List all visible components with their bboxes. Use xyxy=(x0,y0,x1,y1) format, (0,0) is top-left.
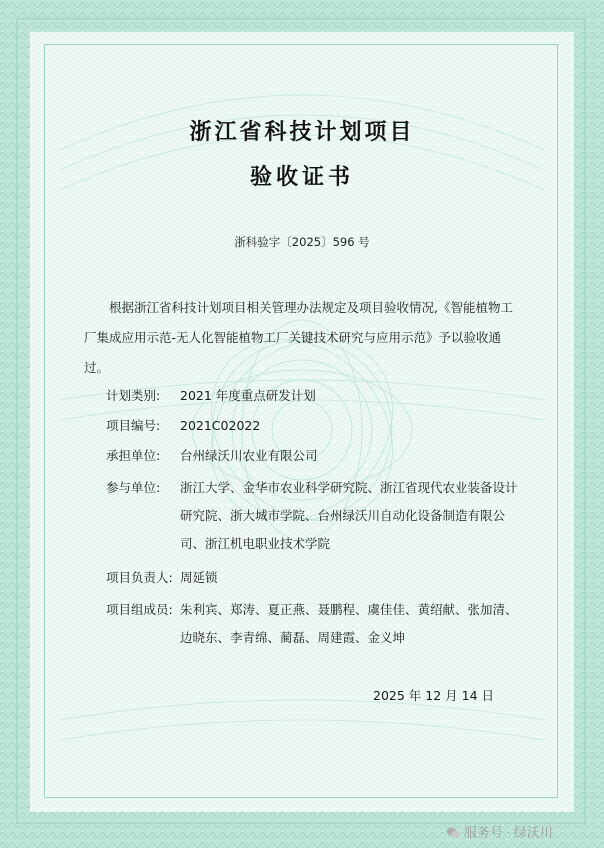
field-label: 计划类别: xyxy=(106,388,161,403)
watermark-text: 服务号 · 绿沃川 xyxy=(464,825,553,840)
issue-date: 2025 年 12 月 14 日 xyxy=(373,688,494,703)
field-value: 2021C02022 xyxy=(180,418,261,433)
intro-paragraph: 根据浙江省科技计划项目相关管理办法规定及项目验收情况,《智能植物工厂集成应用示范-无人化智能植物工厂关键技术研究与应用示范》予以验收通过。 xyxy=(84,300,513,375)
wechat-icon xyxy=(446,827,460,838)
document-number: 浙科验字〔2025〕596 号 xyxy=(234,235,370,249)
certificate-subtitle: 验收证书 xyxy=(249,165,354,190)
field-label: 项目编号: xyxy=(106,418,161,433)
certificate-title: 浙江省科技计划项目 xyxy=(189,120,415,145)
field-label: 参与单位: xyxy=(106,480,161,495)
field-value: 2021 年度重点研发计划 xyxy=(180,388,316,403)
field-value: 朱利宾、郑涛、夏正燕、聂鹏程、虞佳佳、黄绍献、张加清、边晓东、李青绵、蔺磊、周建霞、金义坤 xyxy=(180,602,518,645)
field-label: 项目负责人: xyxy=(106,570,173,585)
field-label: 承担单位: xyxy=(106,448,161,463)
field-label: 项目组成员: xyxy=(106,602,173,617)
field-value: 周延锁 xyxy=(180,570,218,585)
field-value: 台州绿沃川农业有限公司 xyxy=(180,448,318,463)
field-value: 浙江大学、金华市农业科学研究院、浙江省现代农业装备设计研究院、浙大城市学院、台州绿沃川自动化设备制造有限公司、浙江机电职业技术学院 xyxy=(180,480,518,551)
watermark xyxy=(446,822,553,841)
